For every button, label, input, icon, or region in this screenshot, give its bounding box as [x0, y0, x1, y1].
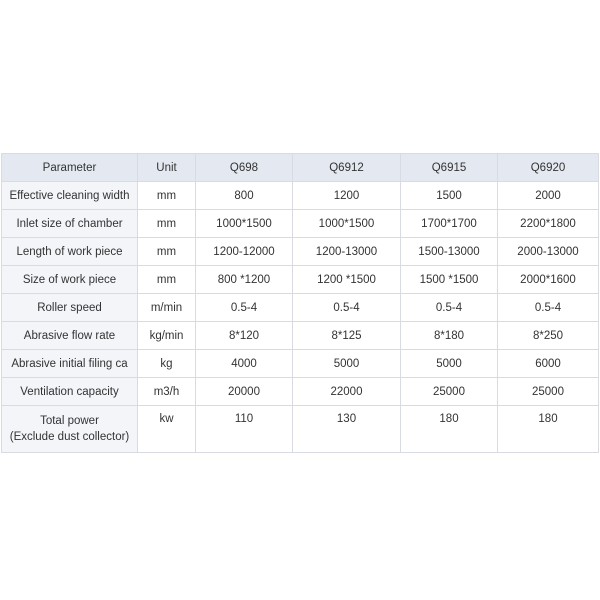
value-cell: 4000: [196, 350, 293, 378]
value-cell: 8*180: [401, 322, 498, 350]
value-cell: 20000: [196, 378, 293, 406]
header-model-q6915: Q6915: [401, 154, 498, 182]
value-cell: 5000: [293, 350, 401, 378]
table-row: [2, 378, 599, 406]
value-cell: 0.5-4: [196, 294, 293, 322]
unit-cell: mm: [138, 182, 196, 210]
header-model-q6920: Q6920: [498, 154, 599, 182]
value-cell: 1200-12000: [196, 238, 293, 266]
value-cell: 1500 *1500: [401, 266, 498, 294]
value-cell: 2200*1800: [498, 210, 599, 238]
table-row: [2, 406, 599, 453]
unit-cell: mm: [138, 266, 196, 294]
table-row: [2, 350, 599, 378]
value-cell: 1500: [401, 182, 498, 210]
header-model-q6912: Q6912: [293, 154, 401, 182]
header-unit: Unit: [138, 154, 196, 182]
table-row: [2, 210, 599, 238]
table-row: [2, 182, 599, 210]
value-cell: 1700*1700: [401, 210, 498, 238]
table-row: [2, 238, 599, 266]
unit-cell: m/min: [138, 294, 196, 322]
value-cell: 1200: [293, 182, 401, 210]
value-cell: 1200 *1500: [293, 266, 401, 294]
parameter-note: (Exclude dust collector): [9, 431, 130, 443]
table-row: [2, 322, 599, 350]
value-cell: 1000*1500: [293, 210, 401, 238]
value-cell: 25000: [401, 378, 498, 406]
value-cell: 180: [401, 406, 498, 453]
value-cell: 1000*1500: [196, 210, 293, 238]
value-cell: 2000*1600: [498, 266, 599, 294]
value-cell: 25000: [498, 378, 599, 406]
value-cell: 1500-13000: [401, 238, 498, 266]
parameter-cell: Inlet size of chamber: [2, 210, 138, 238]
value-cell: 800 *1200: [196, 266, 293, 294]
value-cell: 22000: [293, 378, 401, 406]
unit-cell: kw: [138, 406, 196, 453]
table-row: [2, 294, 599, 322]
header-parameter: Parameter: [2, 154, 138, 182]
value-cell: 0.5-4: [401, 294, 498, 322]
parameter-main: Total power: [40, 415, 99, 427]
parameter-cell: [2, 350, 138, 378]
unit-cell: kg: [138, 350, 196, 378]
parameter-cell: Length of work piece: [2, 238, 138, 266]
header-model-q698: Q698: [196, 154, 293, 182]
value-cell: 8*120: [196, 322, 293, 350]
spec-table-container: [1, 153, 598, 453]
parameter-cell: Effective cleaning width: [2, 182, 138, 210]
parameter-cell: Size of work piece: [2, 266, 138, 294]
unit-cell: mm: [138, 238, 196, 266]
value-cell: 110: [196, 406, 293, 453]
unit-cell: kg/min: [138, 322, 196, 350]
value-cell: 8*250: [498, 322, 599, 350]
value-cell: 6000: [498, 350, 599, 378]
parameter-cell: Roller speed: [2, 294, 138, 322]
parameter-cell: [2, 406, 138, 453]
parameter-text-truncated: Abrasive initial filing ca: [11, 357, 128, 370]
header-row: [2, 154, 599, 182]
value-cell: 180: [498, 406, 599, 453]
value-cell: 2000-13000: [498, 238, 599, 266]
unit-cell: m3/h: [138, 378, 196, 406]
value-cell: 8*125: [293, 322, 401, 350]
specification-table: [1, 153, 599, 453]
value-cell: 0.5-4: [498, 294, 599, 322]
unit-cell: mm: [138, 210, 196, 238]
value-cell: 2000: [498, 182, 599, 210]
value-cell: 800: [196, 182, 293, 210]
parameter-cell: Abrasive flow rate: [2, 322, 138, 350]
table-row: [2, 266, 599, 294]
value-cell: 0.5-4: [293, 294, 401, 322]
value-cell: 5000: [401, 350, 498, 378]
parameter-cell: Ventilation capacity: [2, 378, 138, 406]
value-cell: 130: [293, 406, 401, 453]
value-cell: 1200-13000: [293, 238, 401, 266]
